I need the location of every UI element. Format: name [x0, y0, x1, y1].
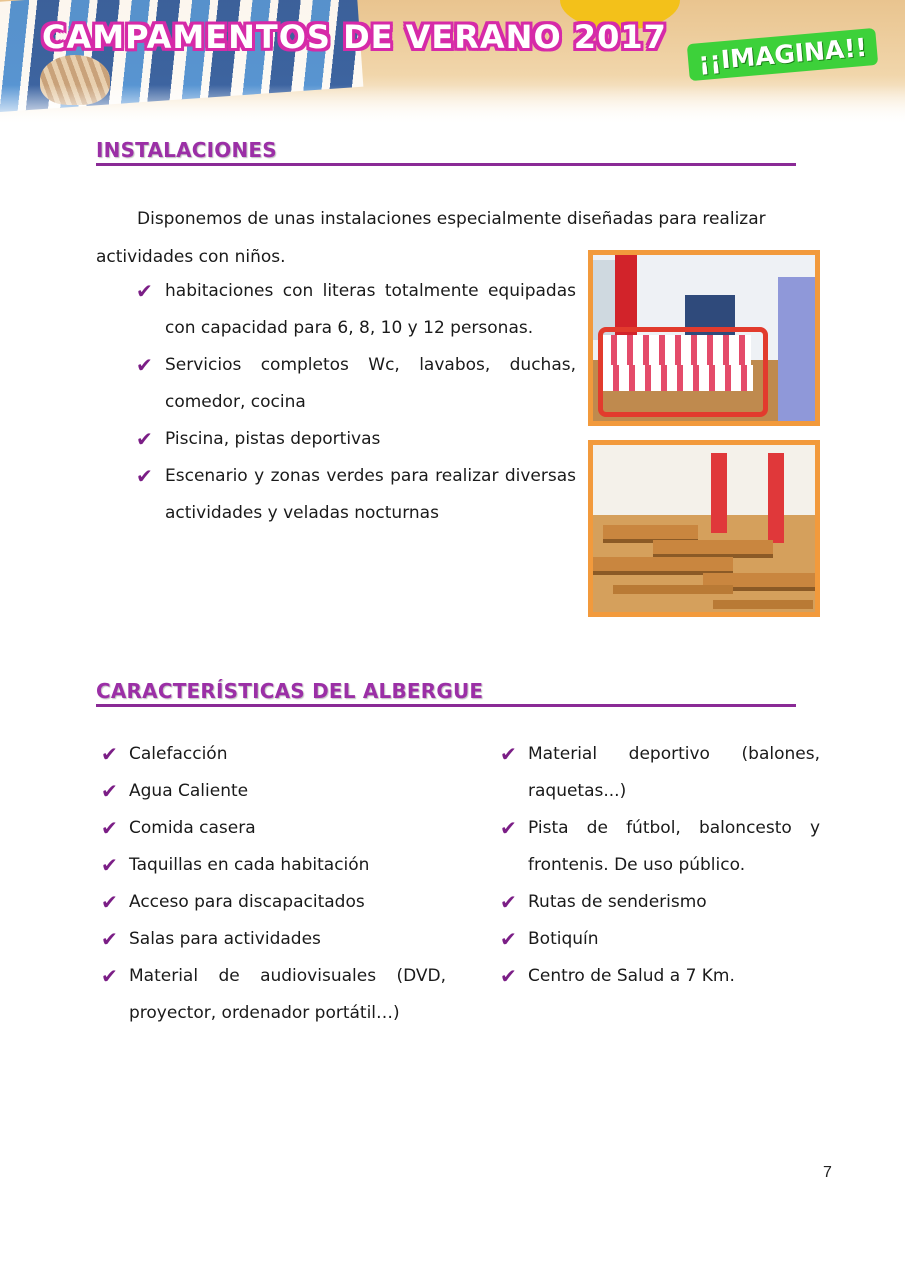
- check-icon: ✔: [101, 927, 118, 951]
- banner-fade: [0, 85, 905, 125]
- intro-line-1: Disponemos de unas instalaciones especialmente diseñadas para realizar: [137, 209, 766, 229]
- list-item: [136, 347, 576, 421]
- list-item-text: Pista de fútbol, baloncesto y frontenis. De uso público.: [528, 818, 820, 875]
- check-icon: ✔: [101, 816, 118, 840]
- imagina-badge: ¡¡IMAGINA!!: [687, 28, 879, 81]
- list-item: [500, 884, 820, 921]
- list-item-text: Botiquín: [528, 929, 599, 949]
- check-icon: ✔: [101, 779, 118, 803]
- list-item-text: Acceso para discapacitados: [129, 892, 365, 912]
- dining-curtain: [768, 453, 784, 543]
- dining-bench: [613, 585, 733, 594]
- list-item: [101, 847, 446, 884]
- check-icon: ✔: [136, 427, 153, 451]
- check-icon: ✔: [500, 742, 517, 766]
- list-item-text: Centro de Salud a 7 Km.: [528, 966, 735, 986]
- list-item: [500, 958, 820, 995]
- list-item-text: Salas para actividades: [129, 929, 321, 949]
- check-icon: ✔: [101, 742, 118, 766]
- list-item: [101, 958, 446, 1032]
- list-item: [101, 810, 446, 847]
- section-heading-instalaciones: INSTALACIONES: [96, 138, 796, 166]
- list-item: [101, 921, 446, 958]
- banner-title: CAMPAMENTOS DE VERANO 2017: [42, 18, 667, 56]
- dining-table: [653, 540, 773, 558]
- list-item: [101, 773, 446, 810]
- albergue-list-left: [101, 736, 446, 1032]
- dining-curtain: [711, 453, 727, 533]
- albergue-list-right: [500, 736, 820, 995]
- list-item: [136, 458, 576, 532]
- list-item: [500, 921, 820, 958]
- check-icon: ✔: [101, 853, 118, 877]
- check-icon: ✔: [500, 927, 517, 951]
- bedroom-door: [778, 277, 816, 422]
- check-icon: ✔: [136, 279, 153, 303]
- list-item-text: Material deportivo (balones, raquetas...): [528, 744, 820, 801]
- section-heading-albergue: CARACTERÍSTICAS DEL ALBERGUE: [96, 679, 796, 707]
- check-icon: ✔: [136, 353, 153, 377]
- check-icon: ✔: [500, 890, 517, 914]
- list-item-text: Calefacción: [129, 744, 228, 764]
- list-item-text: Rutas de senderismo: [528, 892, 707, 912]
- list-item-text: Servicios completos Wc, lavabos, duchas, comedor, cocina: [165, 355, 576, 412]
- check-icon: ✔: [101, 964, 118, 988]
- list-item: [101, 884, 446, 921]
- check-icon: ✔: [500, 964, 517, 988]
- header-banner: [0, 0, 905, 125]
- check-icon: ✔: [500, 816, 517, 840]
- list-item: [136, 421, 576, 458]
- list-item-text: Escenario y zonas verdes para realizar diversas actividades y veladas nocturnas: [165, 466, 576, 523]
- check-icon: ✔: [136, 464, 153, 488]
- check-icon: ✔: [101, 890, 118, 914]
- list-item-text: Material de audiovisuales (DVD, proyector, ordenador portátil…): [129, 966, 446, 1023]
- list-item-text: Taquillas en cada habitación: [129, 855, 370, 875]
- list-item: [500, 810, 820, 884]
- list-item: [136, 273, 576, 347]
- bedroom-photo: [588, 250, 820, 426]
- intro-line-2: actividades con niños.: [96, 247, 286, 267]
- list-item: [101, 736, 446, 773]
- dining-hall-photo: [588, 440, 820, 617]
- list-item: [500, 736, 820, 810]
- bunk-bed-frame: [598, 327, 768, 417]
- instalaciones-list: [136, 273, 576, 532]
- list-item-text: habitaciones con literas totalmente equipadas con capacidad para 6, 8, 10 y 12 personas.: [165, 281, 576, 338]
- page-number: 7: [823, 1164, 832, 1181]
- list-item-text: Comida casera: [129, 818, 256, 838]
- list-item-text: Agua Caliente: [129, 781, 249, 801]
- list-item-text: Piscina, pistas deportivas: [165, 429, 381, 449]
- dining-bench: [713, 600, 813, 609]
